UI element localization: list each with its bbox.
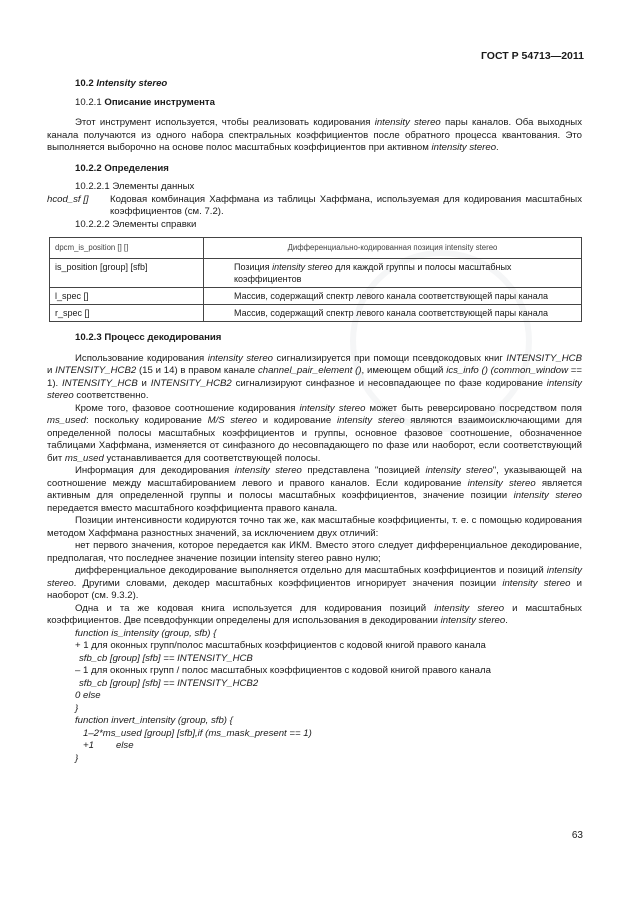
code-line: + 1 для оконных групп/полос масштабных коэффициентов с кодовой книгой правого канала <box>75 640 486 651</box>
table-header-cell: dpcm_is_position [] [] <box>50 238 204 259</box>
code-line: function invert_intensity (group, sfb) { <box>75 715 233 726</box>
code-line: +1 else <box>83 740 134 751</box>
definition-term: hcod_sf [] <box>47 193 89 205</box>
table-row <box>50 259 582 288</box>
paragraph-phase-relation: Кроме того, фазовое соотношение кодирования intensity stereo может быть реверсировано посредством поля ms_used: поскольку кодирование M/S stereo и кодирование intensity stereo являются взаимоисключающими для определенной полосы масштабных коэффициентов и группы, основное фазовое соотношение, обозначенное таблицами Хаффмана, изменяется от синфазного до несовпадающего по фазе или наоборот, если соответствующий бит ms_used устанавливается для соответствующей полосы. <box>47 402 583 464</box>
subheading-data-elements: 10.2.2.1 Элементы данных <box>75 181 195 192</box>
paragraph-tool-description: Этот инструмент используется, чтобы реализовать кодирования intensity stereo пары каналов. Оба выходных канала получаются из одного набора спектральных коэффициентов после обратного процесса квантования. Это выполняется выборочно на основе полос масштабных коэффициентов при активном intensity stereo. <box>47 117 583 153</box>
definition-hcod-sf <box>47 194 582 219</box>
page-number: 63 <box>571 830 583 841</box>
section-heading-10-2-3: 10.2.3 Процесс декодирования <box>75 332 222 343</box>
paragraph-position-info: Информация для декодирования intensity stereo представлена "позицией intensity stereo", указывающей на соотношение между масштабированием левого и правого каналов. Если кодирование intensity stereo является активным для определенной группы и полосы масштабных коэффициентов, значение позиции intensity stereo передается вместо масштабного коэффициента правого канала. <box>47 465 583 514</box>
table-cell: Позиция intensity stereo для каждой группы и полосы масштабных коэффициентов <box>204 259 582 288</box>
code-line: sfb_cb [group] [sfb] == INTENSITY_HCB2 <box>79 677 259 689</box>
code-line: 1–2*ms_used [group] [sfb],if (ms_mask_present == 1) <box>83 727 312 739</box>
table-cell: Массив, содержащий спектр левого канала соответствующей пары канала <box>204 288 582 305</box>
table-cell: Массив, содержащий спектр левого канала соответствующей пары канала <box>204 305 582 322</box>
table-header-row <box>50 238 582 259</box>
table-cell: r_spec [] <box>50 305 204 322</box>
definition-text: Кодовая комбинация Хаффмана из таблицы Хаффмана, используемая для кодирования масштабных коэффициентов (см. 7.2). <box>110 193 582 217</box>
code-line: 0 else <box>75 690 101 701</box>
table-row <box>50 288 582 305</box>
code-line: function is_intensity (group, sfb) { <box>75 627 217 639</box>
code-line: } <box>75 752 79 764</box>
table-header-cell: Дифференциально-кодированная позиция intensity stereo <box>204 238 582 259</box>
table-cell: l_spec [] <box>50 288 204 305</box>
section-heading-10-2-2: 10.2.2 Определения <box>75 162 169 174</box>
code-line: } <box>75 702 79 714</box>
code-line: sfb_cb [group] [sfb] == INTENSITY_HCB <box>79 652 253 664</box>
standard-header: ГОСТ Р 54713—2011 <box>480 50 584 62</box>
section-heading-10-2-1: 10.2.1 Описание инструмента <box>75 96 215 108</box>
section-heading-10-2: 10.2 Intensity stereo <box>75 78 168 89</box>
table-row <box>50 305 582 322</box>
paragraph-codebook: Одна и та же кодовая книга используется для кодирования позиций intensity stereo и масштабных коэффициентов. Две псевдофункции определены для использования в декодировании intensity stereo. <box>47 602 582 626</box>
paragraph-position-coding: Позиции интенсивности кодируются точно так же, как масштабные коэффициенты, т. е. с помощью кодирования методом Хаффмана разностных значений, за исключением двух отличий: <box>47 515 582 539</box>
page-content <box>47 78 582 765</box>
table-cell: is_position [group] [sfb] <box>50 259 204 288</box>
code-line: – 1 для оконных групп / полос масштабных коэффициентов с кодовой книгой правого канала <box>75 665 491 676</box>
help-elements-table <box>49 237 582 322</box>
paragraph-difference-1: нет первого значения, которое передается как ИКМ. Вместо этого следует дифференциальное декодирование, предполагая, что последнее значение позиции intensity stereo равно нулю; <box>47 540 582 564</box>
pseudocode-block <box>47 628 582 766</box>
paragraph-difference-2: дифференциальное декодирование выполняется отдельно для масштабных коэффициентов и позиций intensity stereo. Другими словами, декодер масштабных коэффициентов игнорирует значения позиции intensity stereo и наоборот (см. 9.3.2). <box>47 565 582 601</box>
subheading-help-elements: 10.2.2.2 Элементы справки <box>75 218 197 230</box>
paragraph-intensity-usage: Использование кодирования intensity stereo сигнализируется при помощи псевдокодовых книг INTENSITY_HCB и INTENSITY_HCB2 (15 и 14) в правом канале channel_pair_element (), имеющем общий ics_info () (common_window == 1). INTENSITY_HCB и INTENSITY_HCB2 сигнализируют синфазное и несовпадающее по фазе кодирование intensity stereo соответственно. <box>47 352 582 401</box>
